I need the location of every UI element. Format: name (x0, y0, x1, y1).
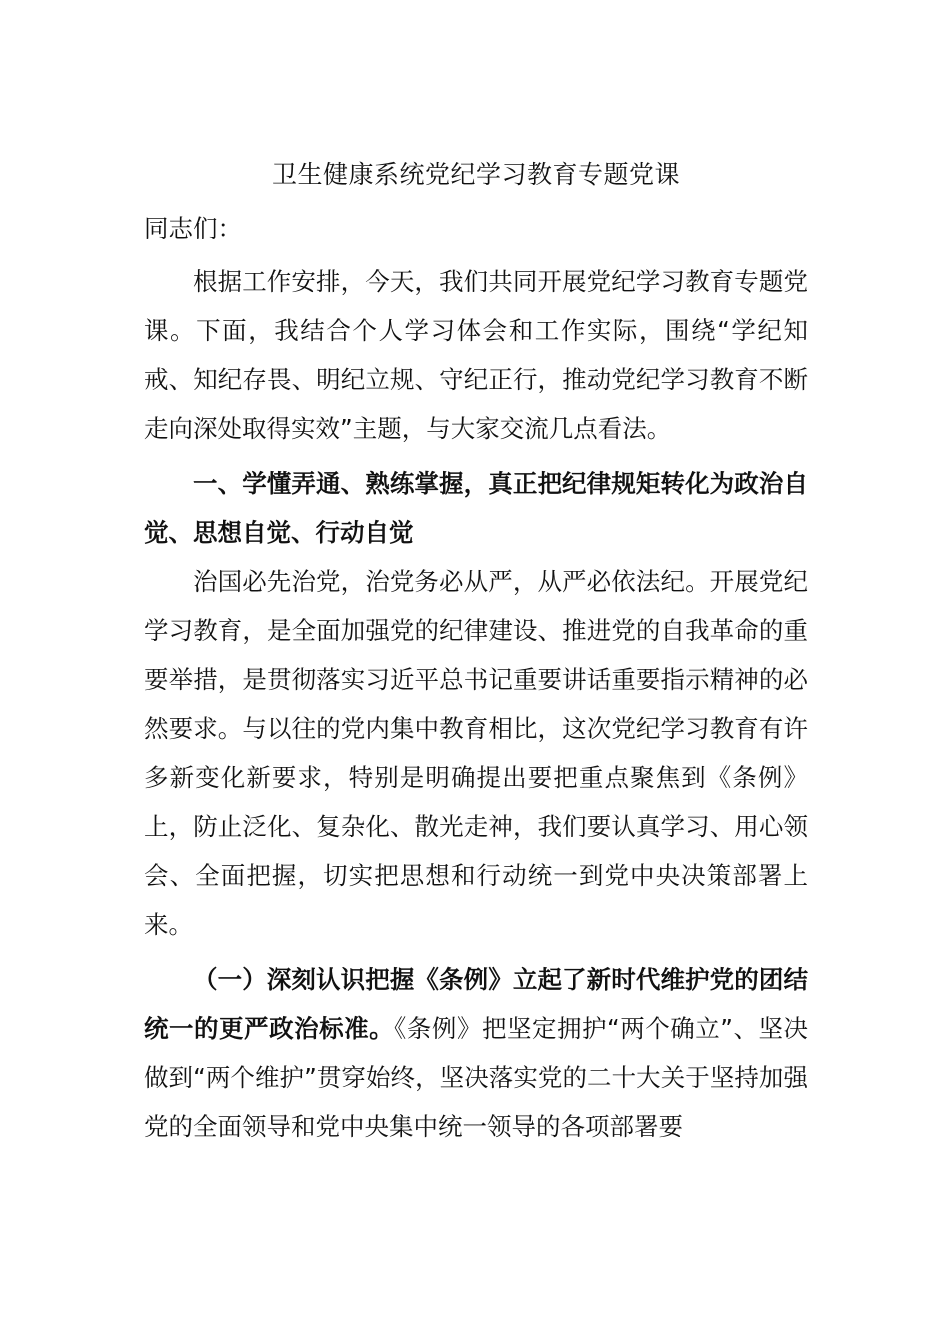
section-heading-1: 一、学懂弄通、熟练掌握，真正把纪律规矩转化为政治自觉、思想自觉、行动自觉 (144, 469, 808, 547)
section-1-paragraph: 治国必先治党，治党务必从严，从严必依法纪。开展党纪学习教育，是全面加强党的纪律建设、推进党的自我革命的重要举措，是贯彻落实习近平总书记重要讲话重要指示精神的必然要求。与以往的党内集中教育相比，这次党纪学习教育有许多新变化新要求，特别是明确提出要把重点聚焦到《条例》上，防止泛化、复杂化、散光走神，我们要认真学习、用心领会、全面把握，切实把思想和行动统一到党中央决策部署上来。 (144, 567, 808, 939)
salutation: 同志们： (144, 214, 242, 243)
document-title: 卫生健康系统党纪学习教育专题党课 (271, 160, 680, 189)
intro-paragraph: 根据工作安排，今天，我们共同开展党纪学习教育专题党课。下面，我结合个人学习体会和工作实际，围绕“学纪知戒、知纪存畏、明纪立规、守纪正行，推动党纪学习教育不断走向深处取得实效”主题，与大家交流几点看法。 (144, 267, 808, 443)
subsection-1-text: 《条例》把坚定拥护“两个确立”、坚决做到“两个维护”贯穿始终，坚决落实党的二十大关于坚持加强党的全面领导和党中央集中统一领导的各项部署要 (144, 1014, 809, 1141)
subsection-1-paragraph (144, 955, 808, 1151)
subsection-1-lead: （一）深刻认识把握《条例》立起了新时代维护党的团结统一的更严政治标准。 (144, 965, 808, 1043)
document-page (144, 150, 808, 1151)
